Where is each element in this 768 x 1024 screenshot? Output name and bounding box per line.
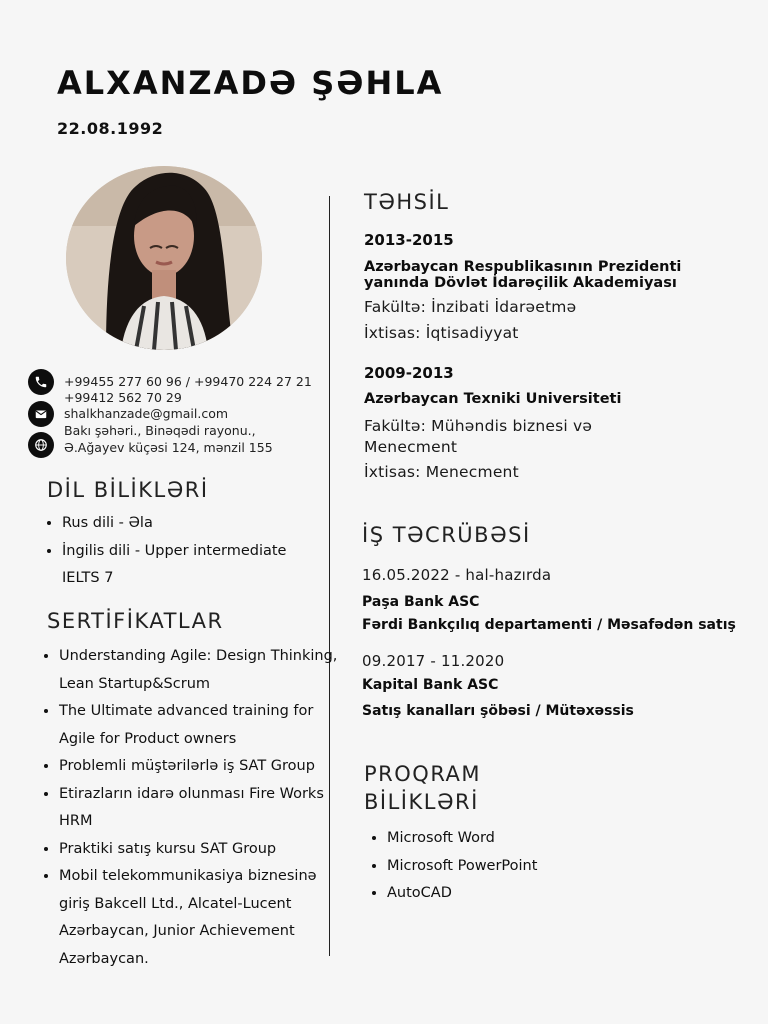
education-heading: TƏHSİL xyxy=(364,190,450,214)
address-line-1: Bakı şəhəri., Binəqədi rayonu., xyxy=(64,423,256,438)
languages-list xyxy=(44,510,292,593)
job-company: Paşa Bank ASC xyxy=(362,594,480,610)
education-institution: Azərbaycan Texniki Universiteti xyxy=(364,391,622,407)
phone-primary: +99455 277 60 96 / +99470 224 27 21 xyxy=(64,374,312,389)
education-specialty: İxtisas: Menecment xyxy=(364,463,519,481)
job-dates: 16.05.2022 - hal-hazırda xyxy=(362,566,552,584)
job-company: Kapital Bank ASC xyxy=(362,677,499,693)
education-faculty: Fakültə: Mühəndis biznesi və Menecment xyxy=(364,417,593,456)
list-item: • İngilis dili - Upper intermediate IELTS 7 xyxy=(62,538,292,593)
list-item: • Microsoft Word xyxy=(387,825,687,853)
list-item: • Problemli müştərilərlə iş SAT Group xyxy=(59,753,341,781)
date-of-birth: 22.08.1992 xyxy=(57,119,164,138)
phone-icon xyxy=(28,369,54,395)
job-dates: 09.2017 - 11.2020 xyxy=(362,652,505,670)
education-institution: Azərbaycan Respublikasının Prezidenti yanında Dövlət İdarəçilik Akademiyası xyxy=(364,259,682,291)
experience-heading: İŞ TƏCRÜBƏSİ xyxy=(362,523,531,547)
job-role: Fərdi Bankçılıq departamenti / Məsafədən satış xyxy=(362,617,736,633)
list-item: • Microsoft PowerPoint xyxy=(387,853,687,881)
list-item: • Mobil telekommunikasiya biznesinə giriş Bakcell Ltd., Alcatel-Lucent Azərbaycan, Junior Achievement Azərbaycan. xyxy=(59,863,341,973)
full-name: ALXANZADƏ ŞƏHLA xyxy=(57,64,444,102)
list-item: • The Ultimate advanced training for Agile for Product owners xyxy=(59,698,341,753)
address-line-2: Ə.Ağayev küçəsi 124, mənzil 155 xyxy=(64,440,273,455)
list-item: • Understanding Agile: Design Thinking, Lean Startup&Scrum xyxy=(59,643,341,698)
list-item: • Etirazların idarə olunması Fire Works HRM xyxy=(59,781,341,836)
portrait-image xyxy=(66,166,262,350)
certificates-list xyxy=(41,643,341,973)
certificates-heading: SERTİFİKATLAR xyxy=(47,609,224,633)
education-faculty: Fakültə: İnzibati İdarəetmə xyxy=(364,298,577,316)
mail-icon xyxy=(28,401,54,427)
phone-secondary: +99412 562 70 29 xyxy=(64,390,182,405)
list-item: • AutoCAD xyxy=(387,880,687,908)
software-list xyxy=(369,825,687,908)
education-years: 2013-2015 xyxy=(364,231,454,249)
software-heading-line-1: PROQRAM xyxy=(364,762,482,786)
job-role: Satış kanalları şöbəsi / Mütəxəssis xyxy=(362,703,634,719)
profile-photo xyxy=(66,166,262,350)
education-years: 2009-2013 xyxy=(364,364,454,382)
software-heading-line-2: BİLİKLƏRİ xyxy=(364,790,479,814)
email-text: shalkhanzade@gmail.com xyxy=(64,406,229,421)
globe-icon xyxy=(28,432,54,458)
list-item: • Praktiki satış kursu SAT Group xyxy=(59,836,341,864)
list-item: • Rus dili - Əla xyxy=(62,510,292,538)
education-specialty: İxtisas: İqtisadiyyat xyxy=(364,324,519,342)
languages-heading: DİL BİLİKLƏRİ xyxy=(47,478,209,502)
